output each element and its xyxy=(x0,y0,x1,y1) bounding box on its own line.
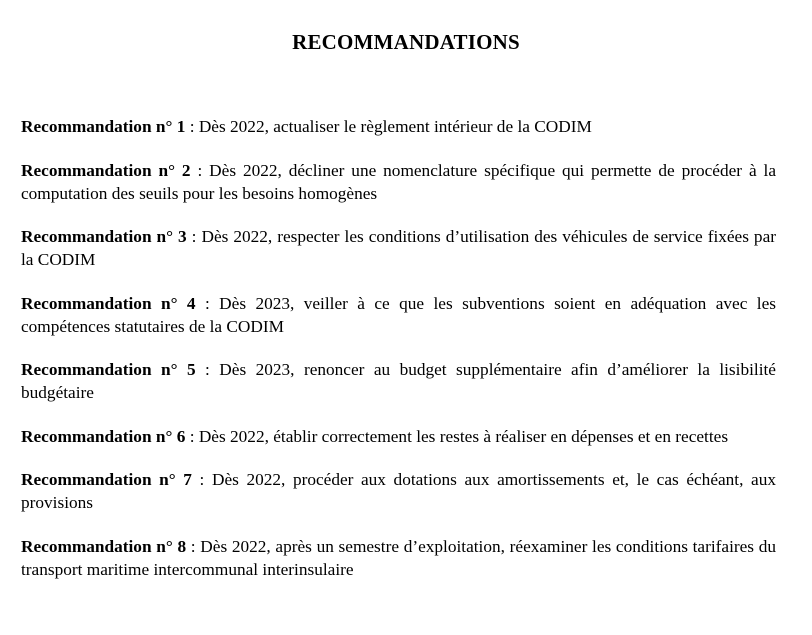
page-title: RECOMMANDATIONS xyxy=(292,30,520,54)
recommendation-label: Recommandation n° 3 xyxy=(21,227,187,246)
recommendation-text: Dès 2023, veiller à ce que les subventions soient en adéquation avec les compétences statutaires de la CODIM xyxy=(21,293,776,336)
recommendation-text: Dès 2022, décliner une nomenclature spécifique qui permette de procéder à la computation des seuils pour les besoins homogènes xyxy=(21,160,776,203)
recommendation-item xyxy=(21,159,776,205)
recommendation-label: Recommandation n° 5 xyxy=(21,360,196,379)
recommendation-separator: : xyxy=(186,536,201,556)
recommendation-list xyxy=(21,115,776,601)
recommendation-separator: : xyxy=(195,360,220,379)
recommendation-separator: : xyxy=(185,426,199,446)
recommendation-text: Dès 2022, respecter les conditions d’utilisation des véhicules de service fixées par la CODIM xyxy=(21,227,776,269)
recommendation-separator: : xyxy=(195,293,220,313)
recommendation-item xyxy=(21,225,776,271)
recommendation-text: Dès 2023, renoncer au budget supplémentaire afin d’améliorer la lisibilité budgétaire xyxy=(21,360,776,402)
recommendation-label: Recommandation n° 2 xyxy=(21,160,191,180)
recommendation-item xyxy=(21,425,776,448)
recommendation-label: Recommandation n° 4 xyxy=(21,293,196,313)
recommendation-item xyxy=(21,292,776,338)
recommendation-text: Dès 2022, actualiser le règlement intérieur de la CODIM xyxy=(198,117,592,136)
recommendation-item xyxy=(21,115,776,138)
recommendation-item xyxy=(21,358,776,404)
recommendation-label: Recommandation n° 6 xyxy=(21,426,186,446)
recommendation-separator: : xyxy=(191,470,212,489)
recommendation-item xyxy=(21,468,776,514)
recommendation-text: Dès 2022, établir correctement les restes à réaliser en dépenses et en recettes xyxy=(198,426,729,446)
recommendation-label: Recommandation n° 8 xyxy=(21,536,187,556)
recommendation-text: Dès 2022, après un semestre d’exploitation, réexaminer les conditions tarifaires du transport maritime intercommunal interinsulaire xyxy=(21,536,776,579)
recommendation-separator: : xyxy=(190,160,210,180)
recommendation-label: Recommandation n° 7 xyxy=(21,470,192,489)
recommendation-separator: : xyxy=(185,117,199,136)
recommendation-item xyxy=(21,535,776,581)
recommendation-label: Recommandation n° 1 xyxy=(21,117,186,136)
recommendation-separator: : xyxy=(186,227,202,246)
recommendation-text: Dès 2022, procéder aux dotations aux amortissements et, le cas échéant, aux provisions xyxy=(21,470,776,512)
